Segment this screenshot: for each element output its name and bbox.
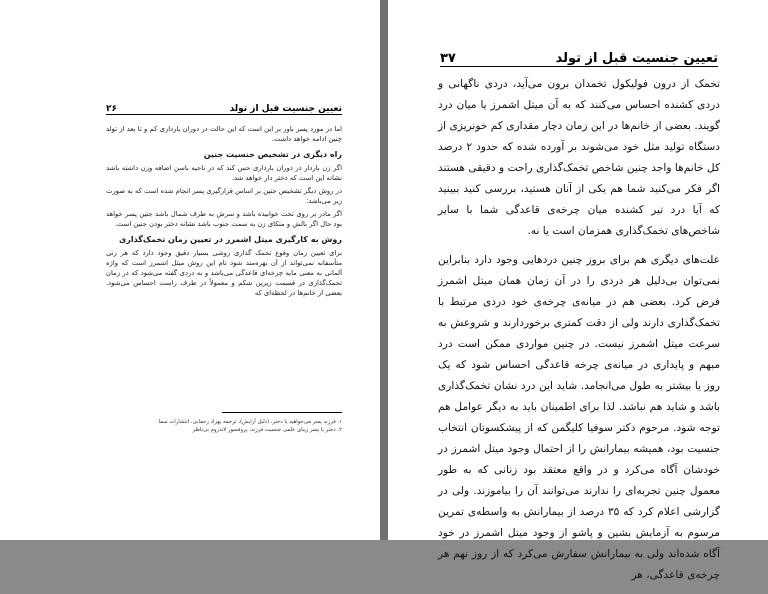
left-section1-heading: راه دیگری در تشخیص جنسیت جنین bbox=[203, 150, 342, 159]
right-page-body bbox=[438, 74, 720, 594]
right-paragraph-1: تخمک از درون فولیکول تخمدان برون می‌آید، دردی ناگهانی و دردی کشنده احساس می‌کنند که به آن میتل اشمرز یا میان درد گویند. بعضی از خانم‌ها در این زمان دچار مقداری کم خونریزی از دستگاه تولید مثل خود می‌شوند بر آورده شده که حدود ۲ درصد کل خانم‌ها واجد چنین شاخص تخمک‌گذاری راحت و دقیقی هستند اگر فکر می‌کنید شما هم یکی از آنان هستید، بررسی کنید ببینید که آیا درد تیر کشنده میان چرخه‌ی قاعدگی شما با سایر شاخص‌های تخمک‌گذاری همزمان است یا نه. bbox=[438, 78, 720, 237]
left-footnotes bbox=[106, 418, 342, 434]
footnote-divider bbox=[222, 412, 342, 413]
right-running-title: تعیین جنسیت قبل از تولد bbox=[555, 51, 718, 66]
left-page-number: ۲۶ bbox=[106, 104, 117, 114]
right-page-number: ۳۷ bbox=[440, 51, 456, 66]
footnote-1: ۱. فرزند پسر می‌خواهید یا دختر، (دلیل آرایش)، ترجمه بهزاد رحمانی، انتشارات سما bbox=[158, 419, 342, 425]
right-page bbox=[388, 0, 768, 581]
left-page-body bbox=[106, 124, 342, 301]
book-gutter bbox=[380, 0, 388, 540]
left-intro-paragraph: اما در مورد پسر باور بر این است که این حالت در دوران بارداری کم و تا بعد از تولد چنین ادامه خواهد داشت. bbox=[106, 125, 342, 143]
right-paragraph-2: علت‌های دیگری هم برای بروز چنین دردهایی وجود دارد بنابراین نمی‌توان بی‌دلیل هر دردی را در آن زمان همان میتل اشمرز فرض کرد. بعضی هم در میانه‌ی چرخه‌ی خود دردی مرتبط با تخمک‌گذاری دارند ولی از دقت کمتری برخوردارند و شروعش به سرعت میتل اشمرز نیست. در چنین مواردی ممکن است درد مبهم و پایداری در میانه‌ی چرخه قاعدگی احساس شود که یک روز یا بیشتر به طول می‌انجامد. شاید این درد نشان تخمک‌گذاری باشد و شاید هم نباشد. لذا برای اطمینان باید به دیگر عوامل هم توجه شود. مرحوم دکتر سوفیا کلیگمن که از پیشکسوتان انتخاب جنسیت بود، همیشه بیمارانش را از احتمال وجود میتل اشمرز در خودشان آگاه می‌کرد و در واقع معتقد بود زنانی که به طور معمول چنین تجربه‌ای را ندارند می‌توانند آن را بیاموزند. ولی در گزارشی اعلام کرد که ۳۵ درصد از بیمارانش به واسطه‌ی تمرین مرسوم به آزمایش بشین و پاشو از وجود میتل اشمرز در خود آگاه شده‌اند ولی به بیمارانش سفارش می‌کرد که از روز نهم هر چرخه‌ی قاعدگی، هر bbox=[438, 254, 720, 581]
right-page-header bbox=[440, 44, 718, 67]
left-section2-paragraph-1: برای تعیین زمان وقوع تخمک گذاری روشی بسیار دقیق وجود دارد که هر زنی متأسفانه نمی‌تواند از آن بهره‌مند شود نام این روش میتل اشمرز است که واژه آلمانی به معنی مایه چرخه‌ای قاعدگی می‌باشد و به دردی گفته می‌شود که در زمان تخمک‌گذاری در قسمت زیرین شکم و معمولاً در طرف راست احساس می‌شود. بعضی از خانم‌ها در لحظه‌ای که bbox=[106, 249, 342, 297]
left-page bbox=[0, 0, 380, 540]
left-section1-paragraph-3: اگر مادر بر روی تخت خوابیده باشد و سرش به طرف شمال باشد جنین پسر خواهد بود حال اگر بالش و متکای زن به سمت جنوب باشد نشانه دختر بودن جنین است. bbox=[106, 210, 342, 228]
left-page-header bbox=[106, 98, 342, 115]
left-section1-paragraph-1: اگر زن باردار در دوران بارداری حس کند که در ناحیه باسن اضافه وزن داشته باشد نشانه این است که دختر دار خواهد شد. bbox=[106, 164, 342, 182]
left-running-title: تعیین جنسیت قبل از تولد bbox=[229, 104, 342, 114]
left-section2-heading: روش به کارگیری میتل اشمرز در تعیین زمان تخمک‌گذاری bbox=[118, 235, 342, 244]
footnote-2: ۲. دختر یا پسر زیبای علمی جنسیت فرزند، پروفسور لاندروم بی‌ناظر bbox=[192, 427, 342, 433]
left-section1-paragraph-2: در روش دیگر تشخیص جنین بر اساس قرارگیری پسر انجام شده است که به صورت زیر می‌باشد: bbox=[106, 187, 342, 205]
